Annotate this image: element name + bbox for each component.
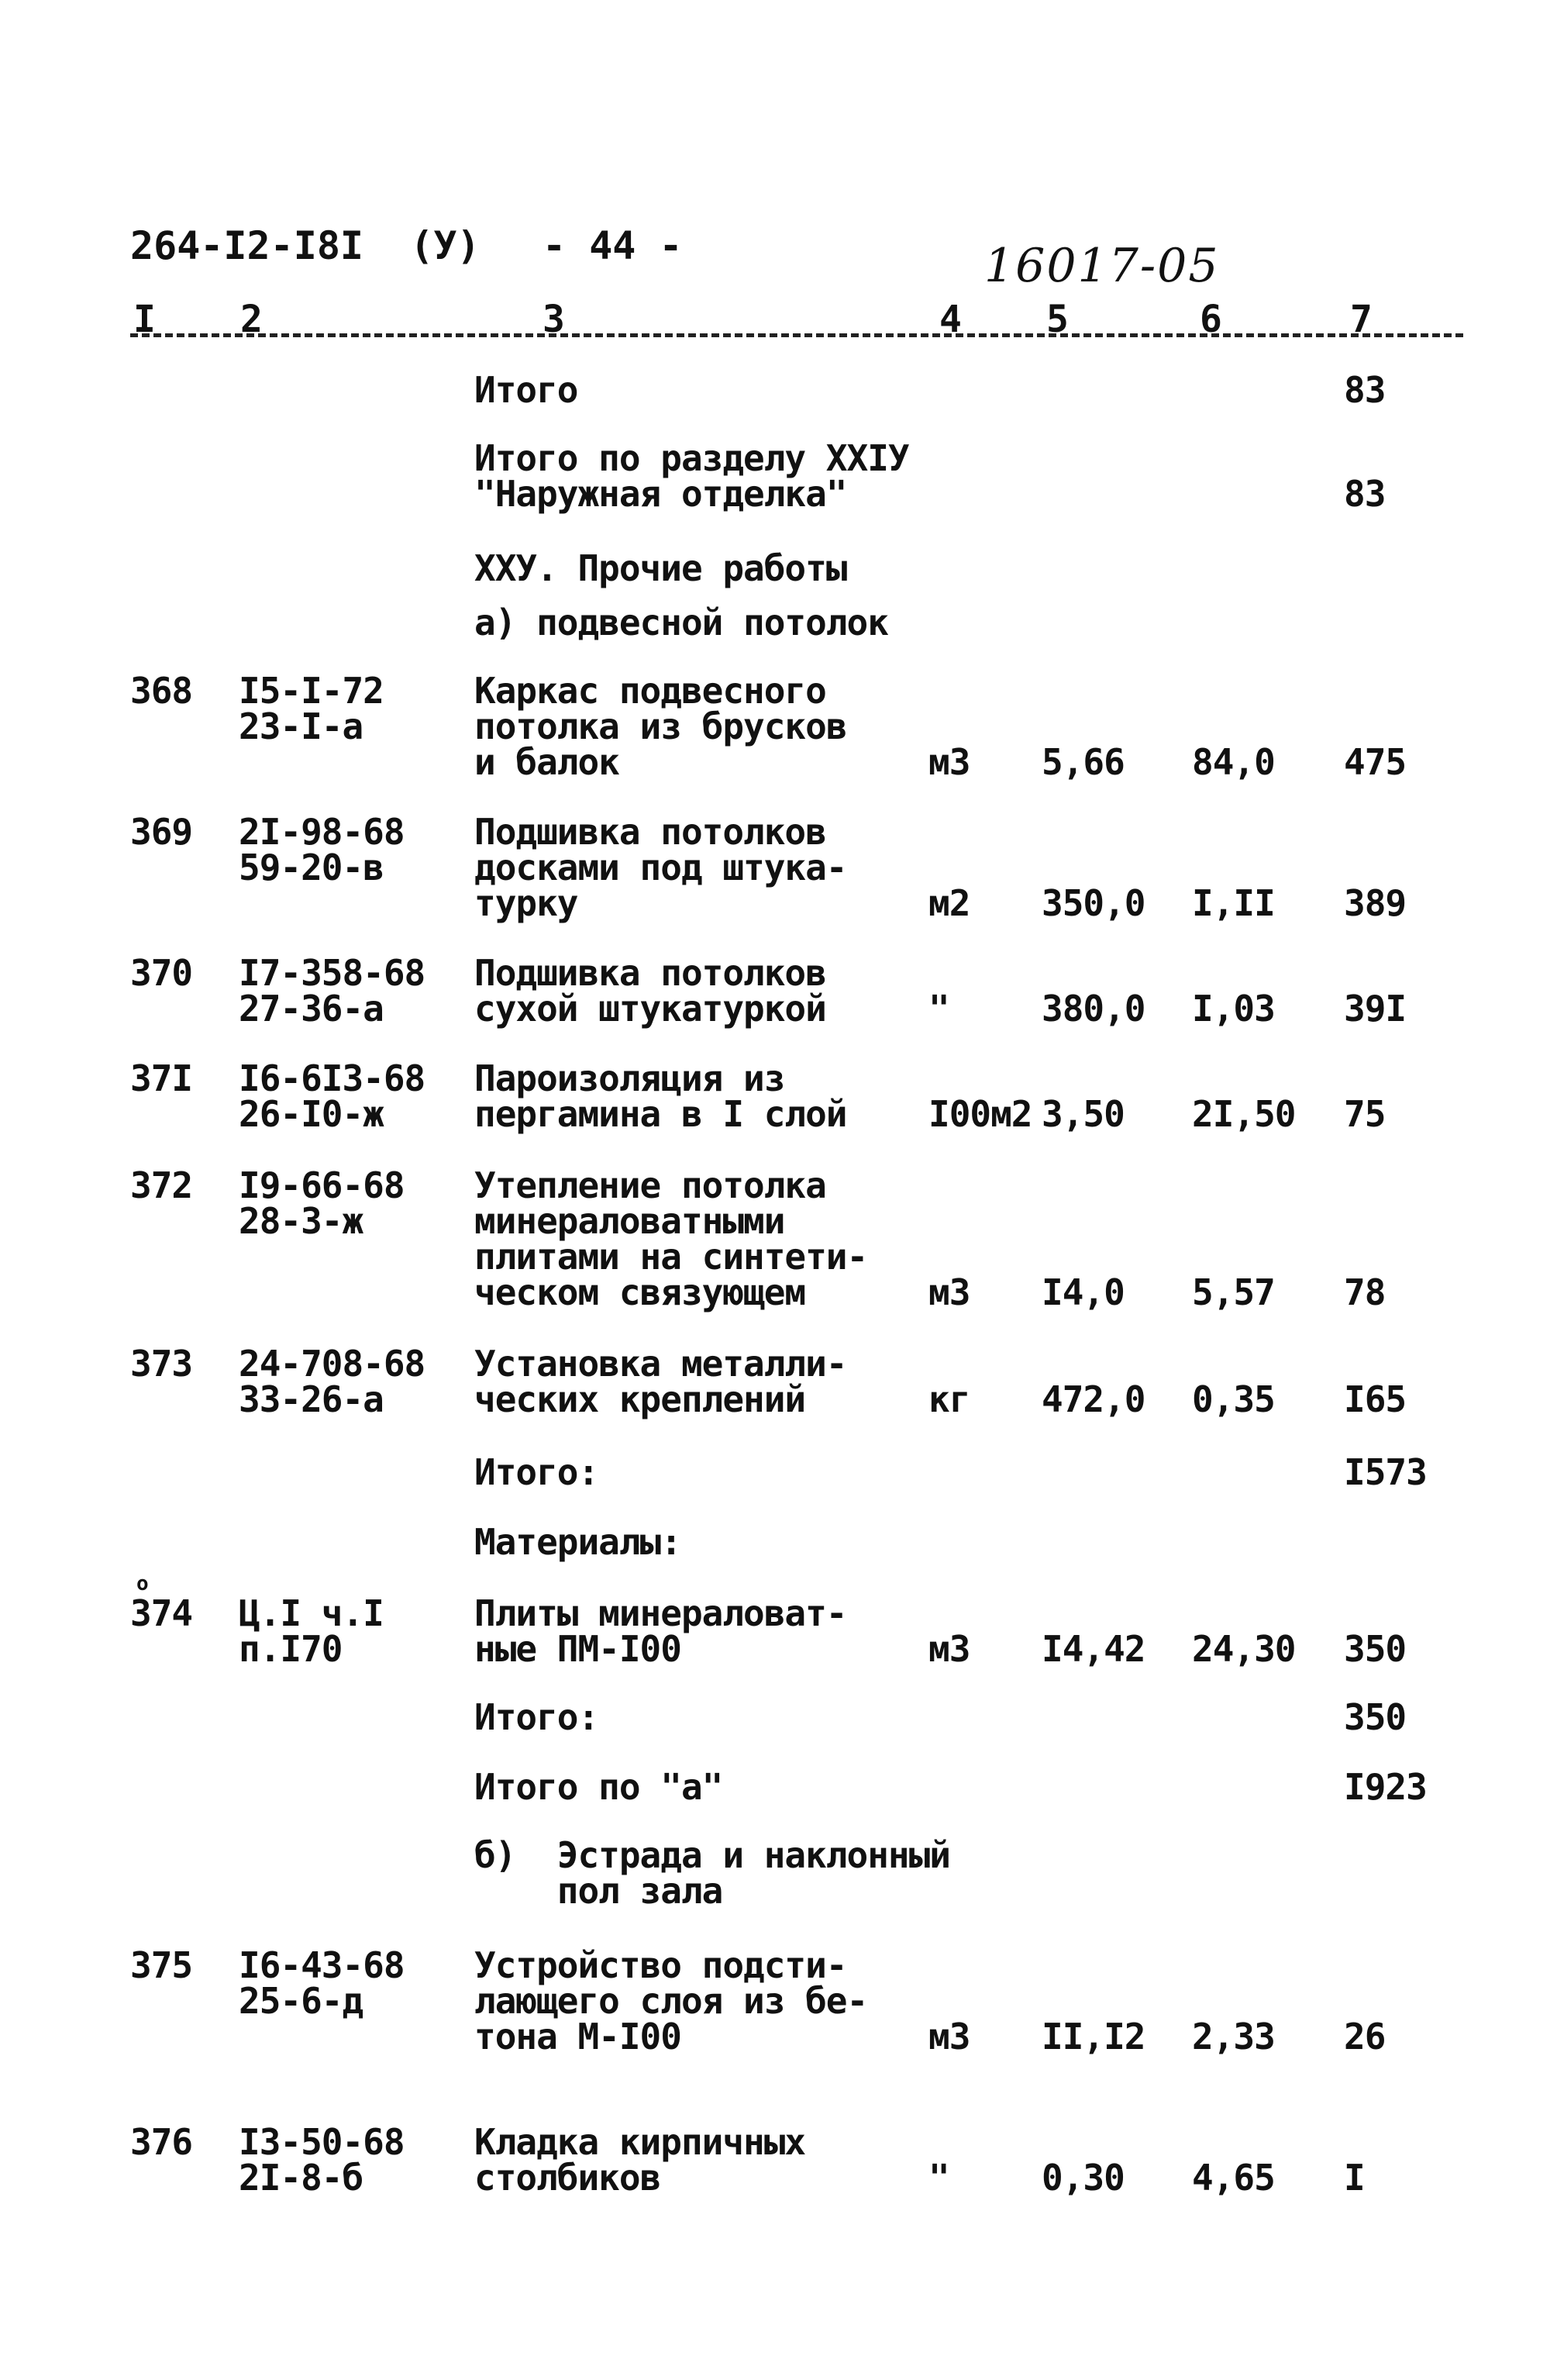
- total-cost: 350: [1344, 1628, 1407, 1670]
- norm-code: I9-66-68 28-3-ж: [239, 1164, 405, 1242]
- page-number: - 44 -: [543, 223, 683, 268]
- unit: м3: [928, 2016, 970, 2057]
- work-description: Плиты минераловат- ные ПМ-I00: [474, 1592, 847, 1670]
- unit: м3: [928, 1271, 970, 1313]
- row-number: 374: [130, 1592, 193, 1634]
- quantity: II,I2: [1042, 2016, 1145, 2057]
- total-cost: 75: [1344, 1093, 1386, 1135]
- work-description: Каркас подвесного потолка из брусков и балок: [474, 670, 847, 783]
- total-cost: 83: [1344, 369, 1386, 411]
- unit-price: 84,0: [1192, 741, 1275, 783]
- quantity: 0,30: [1042, 2157, 1125, 2199]
- unit-price: 0,35: [1192, 1378, 1275, 1420]
- total-cost: 78: [1344, 1271, 1386, 1313]
- row-number: 368: [130, 670, 193, 712]
- unit-price: I,03: [1192, 988, 1275, 1030]
- row-number: 373: [130, 1343, 193, 1385]
- unit-price: 5,57: [1192, 1271, 1275, 1313]
- work-description: ХХУ. Прочие работы: [474, 547, 847, 589]
- work-description: а) подвесной потолок: [474, 602, 888, 643]
- row-number: 369: [130, 811, 193, 853]
- total-cost: 475: [1344, 741, 1407, 783]
- unit-price: 24,30: [1192, 1628, 1296, 1670]
- quantity: 350,0: [1042, 882, 1145, 924]
- norm-code: I6-43-68 25-6-д: [239, 1944, 405, 2022]
- work-description: Утепление потолка минераловатными плитами на синтети- ческом связующем: [474, 1164, 868, 1313]
- column-number-4: 4: [939, 298, 962, 341]
- row-number: 37I: [130, 1057, 193, 1099]
- work-description: Пароизоляция из пергамина в I слой: [474, 1057, 847, 1135]
- total-cost: I65: [1344, 1378, 1407, 1420]
- norm-code: 24-708-68 33-26-а: [239, 1343, 425, 1420]
- unit: м3: [928, 741, 970, 783]
- total-cost: I573: [1344, 1451, 1427, 1493]
- total-cost: 26: [1344, 2016, 1386, 2057]
- quantity: 472,0: [1042, 1378, 1145, 1420]
- quantity: I4,42: [1042, 1628, 1145, 1670]
- quantity: I4,0: [1042, 1271, 1125, 1313]
- norm-code: I7-358-68 27-36-а: [239, 952, 425, 1030]
- column-number-2: 2: [240, 298, 263, 341]
- work-description: Подшивка потолков сухой штукатуркой: [474, 952, 826, 1030]
- work-description: Подшивка потолков досками под штука- турку: [474, 811, 847, 924]
- total-cost: 39I: [1344, 988, 1407, 1030]
- norm-code: I3-50-68 2I-8-б: [239, 2121, 405, 2199]
- work-description: Итого:: [474, 1696, 599, 1738]
- unit-price: 2,33: [1192, 2016, 1275, 2057]
- work-description: Итого: [474, 369, 578, 411]
- quantity: 3,50: [1042, 1093, 1125, 1135]
- row-number: 376: [130, 2121, 193, 2163]
- unit-price: 2I,50: [1192, 1093, 1296, 1135]
- handwritten-number: 16017-05: [984, 239, 1220, 293]
- column-number-5: 5: [1046, 298, 1069, 341]
- total-cost: I: [1344, 2157, 1365, 2199]
- work-description: Итого:: [474, 1451, 599, 1493]
- norm-code: I5-I-72 23-I-а: [239, 670, 384, 747]
- row-number: 370: [130, 952, 193, 994]
- row-number: 375: [130, 1944, 193, 1986]
- unit: м3: [928, 1628, 970, 1670]
- total-cost: I923: [1344, 1766, 1427, 1808]
- unit: I00м2: [928, 1093, 1032, 1135]
- work-description: Материалы:: [474, 1521, 681, 1563]
- work-description: Итого по разделу ХХIУ "Наружная отделка": [474, 437, 909, 515]
- work-description: Кладка кирпичных столбиков: [474, 2121, 806, 2199]
- unit: кг: [928, 1378, 970, 1420]
- column-number-3: 3: [543, 298, 565, 341]
- unit-price: I,II: [1192, 882, 1275, 924]
- column-number-6: 6: [1200, 298, 1222, 341]
- unit: ": [928, 2157, 949, 2199]
- doc-code: 264-I2-I8I (У): [130, 223, 481, 268]
- unit: ": [928, 988, 949, 1030]
- total-cost: 389: [1344, 882, 1407, 924]
- quantity: 380,0: [1042, 988, 1145, 1030]
- header-dashed-rule: [130, 333, 1463, 337]
- row-mark: о: [136, 1572, 149, 1595]
- work-description: Итого по "а": [474, 1766, 723, 1808]
- quantity: 5,66: [1042, 741, 1125, 783]
- row-number: 372: [130, 1164, 193, 1206]
- work-description: б) Эстрада и наклонный пол зала: [474, 1834, 950, 1912]
- total-cost: 350: [1344, 1696, 1407, 1738]
- norm-code: Ц.I ч.I п.I70: [239, 1592, 384, 1670]
- total-cost: 83: [1344, 473, 1386, 515]
- norm-code: I6-6I3-68 26-I0-ж: [239, 1057, 425, 1135]
- unit-price: 4,65: [1192, 2157, 1275, 2199]
- work-description: Устройство подсти- лающего слоя из бе- тона М-I00: [474, 1944, 868, 2057]
- work-description: Установка металли- ческих креплений: [474, 1343, 847, 1420]
- unit: м2: [928, 882, 970, 924]
- norm-code: 2I-98-68 59-20-в: [239, 811, 405, 888]
- column-number-1: I: [133, 298, 156, 341]
- column-number-7: 7: [1350, 298, 1373, 341]
